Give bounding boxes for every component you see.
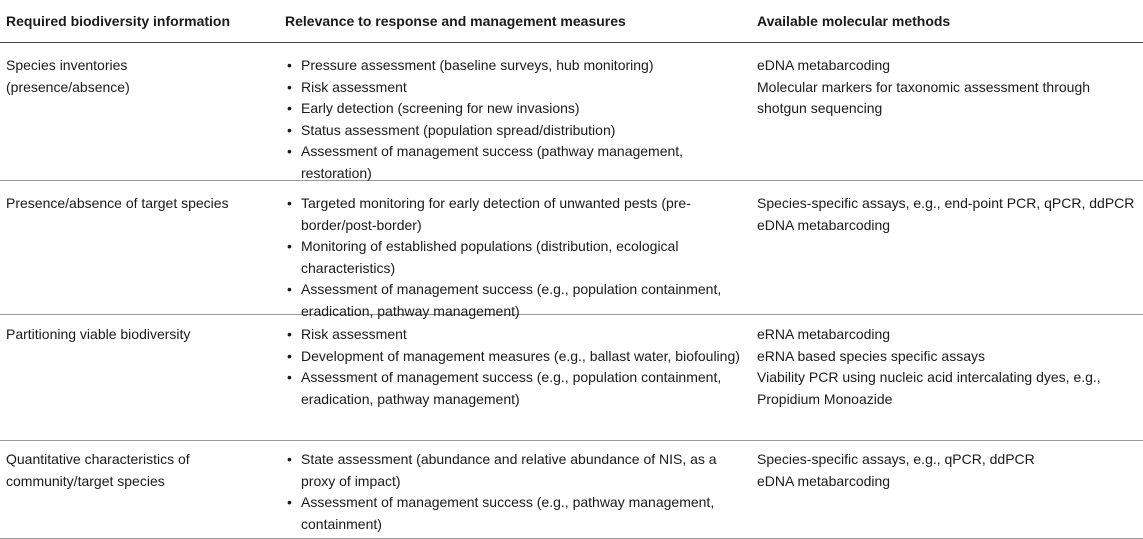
- required-info-text: Quantitative characteristics of: [6, 451, 190, 467]
- bullet-icon: •: [287, 347, 292, 364]
- method-text: eRNA metabarcoding: [757, 326, 891, 342]
- relevance-text: State assessment (abundance and relative abundance of NIS, as a proxy of impact): [301, 451, 717, 489]
- bullet-icon: •: [287, 143, 292, 159]
- relevance-cell: [268, 441, 755, 538]
- method-text: Species-specific assays, e.g., end-point PCR, qPCR, ddPCR: [757, 195, 1135, 211]
- list-item: [286, 346, 749, 368]
- relevance-list: [286, 324, 749, 410]
- method-text: Molecular markers for taxonomic assessment through shotgun sequencing: [757, 78, 1091, 116]
- required-info-cell: [0, 441, 268, 538]
- bullet-icon: •: [287, 100, 292, 116]
- required-info-text: Presence/absence of target species: [6, 195, 229, 211]
- relevance-list: [286, 55, 749, 184]
- list-item: [286, 141, 749, 184]
- bullet-icon: •: [287, 281, 292, 297]
- relevance-text: Pressure assessment (baseline surveys, hub monitoring): [301, 57, 654, 73]
- table-row: [0, 441, 1143, 539]
- bullet-icon: •: [287, 78, 292, 95]
- relevance-text: Risk assessment: [301, 78, 407, 95]
- list-item: [286, 449, 749, 492]
- bullet-icon: •: [287, 326, 292, 342]
- methods-cell: [755, 43, 1143, 180]
- relevance-cell: [268, 43, 755, 180]
- relevance-list: [286, 193, 749, 322]
- method-text: eDNA metabarcoding: [757, 57, 891, 73]
- relevance-text: Monitoring of established populations (distribution, ecological characteristics): [301, 238, 679, 276]
- relevance-text: Assessment of management success (e.g., pathway management, containment): [301, 494, 715, 532]
- required-info-text: Partitioning viable biodiversity: [6, 326, 191, 342]
- table-header-row: [0, 0, 1143, 43]
- list-item: [286, 120, 749, 142]
- bullet-icon: •: [287, 451, 292, 467]
- method-text: Viability PCR using nucleic acid intercalating dyes, e.g., Propidium Monoazide: [757, 369, 1101, 407]
- required-info-text: community/target species: [6, 472, 165, 489]
- relevance-text: Targeted monitoring for early detection of unwanted pests (pre-border/post-border): [301, 195, 691, 233]
- header-methods: Available molecular methods: [757, 13, 951, 30]
- table-row: [0, 181, 1143, 319]
- list-item: [286, 492, 749, 535]
- header-relevance: Relevance to response and management measures: [285, 13, 626, 30]
- list-item: [286, 77, 749, 99]
- required-info-text: (presence/absence): [6, 78, 130, 95]
- header-required-info: Required biodiversity information: [6, 13, 231, 30]
- relevance-text: Assessment of management success (pathway management, restoration): [301, 143, 684, 181]
- relevance-text: Development of management measures (e.g., ballast water, biofouling): [301, 347, 740, 364]
- relevance-list: [286, 449, 749, 535]
- table-row: [0, 43, 1143, 181]
- list-item: [286, 279, 749, 322]
- bullet-icon: •: [287, 121, 292, 138]
- list-item: [286, 236, 749, 279]
- methods-cell: [755, 315, 1143, 440]
- bullet-icon: •: [287, 494, 292, 510]
- required-info-cell: [0, 43, 268, 180]
- relevance-text: Status assessment (population spread/distribution): [301, 121, 616, 138]
- list-item: [286, 98, 749, 120]
- method-text: eRNA based species specific assays: [757, 347, 985, 364]
- required-info-text: Species inventories: [6, 57, 128, 73]
- relevance-text: Assessment of management success (e.g., population containment, eradication, pathway management): [301, 281, 722, 319]
- list-item: [286, 324, 749, 346]
- relevance-text: Risk assessment: [301, 326, 407, 342]
- methods-cell: [755, 441, 1143, 538]
- required-info-cell: [0, 181, 268, 314]
- relevance-cell: [268, 181, 755, 319]
- relevance-text: Assessment of management success (e.g., population containment, eradication, pathway management): [301, 369, 722, 407]
- methods-cell: [755, 181, 1143, 314]
- list-item: [286, 193, 749, 236]
- table-row: [0, 315, 1143, 441]
- bullet-icon: •: [287, 57, 292, 73]
- relevance-cell: [268, 315, 755, 440]
- method-text: eDNA metabarcoding: [757, 216, 891, 233]
- required-info-cell: [0, 315, 268, 440]
- bullet-icon: •: [287, 238, 292, 254]
- bullet-icon: •: [287, 369, 292, 385]
- list-item: [286, 55, 749, 77]
- list-item: [286, 367, 749, 410]
- method-text: Species-specific assays, e.g., qPCR, ddPCR: [757, 451, 1035, 467]
- bullet-icon: •: [287, 195, 292, 211]
- relevance-text: Early detection (screening for new invasions): [301, 100, 580, 116]
- method-text: eDNA metabarcoding: [757, 472, 891, 489]
